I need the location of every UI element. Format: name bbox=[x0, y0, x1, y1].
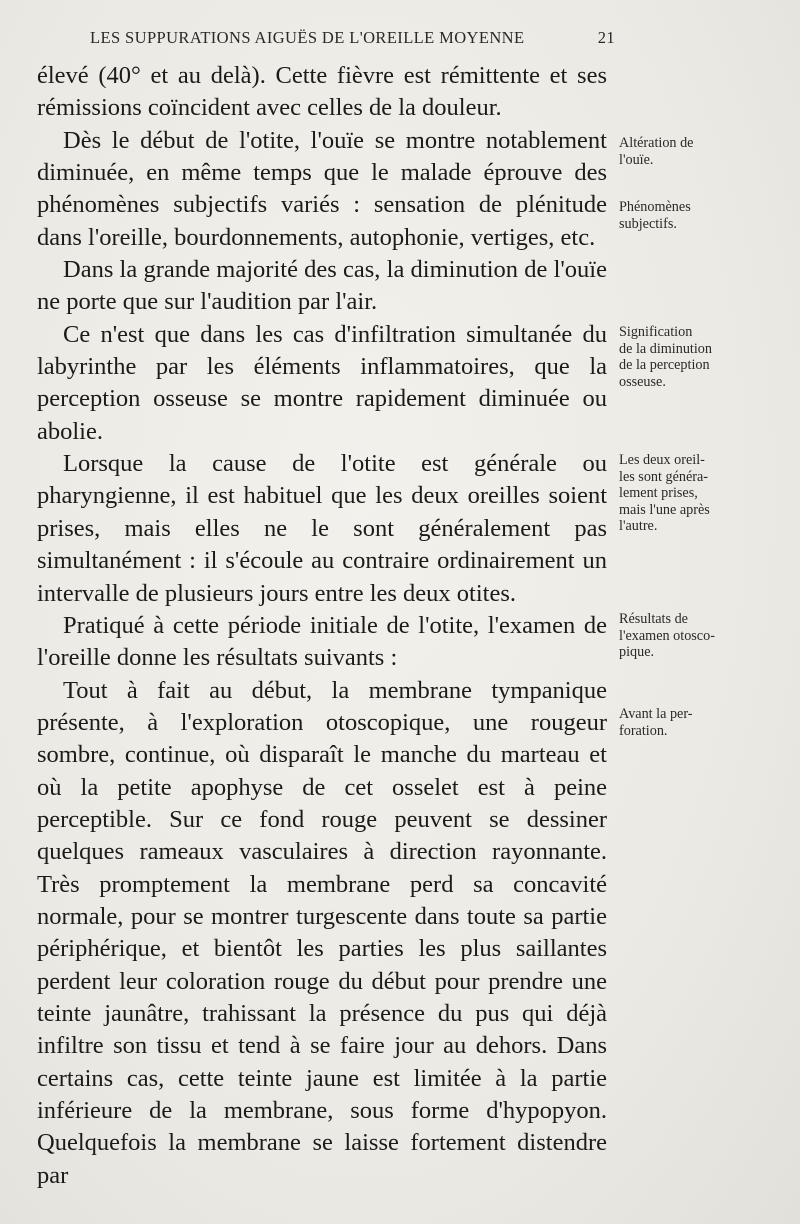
margin-note-line: Résultats de bbox=[619, 611, 688, 627]
margin-note-line: lement prises, bbox=[619, 485, 698, 501]
margin-note-line: mais l'une après bbox=[619, 501, 710, 518]
margin-note-line: Signification bbox=[619, 324, 693, 340]
margin-note-line: Avant la per- bbox=[619, 706, 693, 722]
margin-note-resultats bbox=[619, 611, 737, 661]
running-title: LES SUPPURATIONS AIGUËS DE L'OREILLE MOYENNE bbox=[90, 28, 525, 47]
margin-note-line: l'ouïe. bbox=[619, 151, 654, 168]
margin-note-line: Phénomènes bbox=[619, 199, 691, 215]
paragraph: élevé (40° et au delà). Cette fièvre est rémittente et ses rémissions coïncident avec celles de la douleur. bbox=[37, 62, 607, 122]
margin-note-phenomenes bbox=[619, 199, 737, 232]
margin-note-line: foration. bbox=[619, 722, 668, 739]
margin-note-line: osseuse. bbox=[619, 373, 666, 390]
margin-note-signification bbox=[619, 324, 737, 390]
paragraph: Ce n'est que dans les cas d'infiltration simultanée du labyrinthe par les éléments inflammatoires, que la perception osseuse se montre rapidement diminuée ou abolie. bbox=[37, 320, 607, 445]
margin-note-line: Altération de bbox=[619, 135, 694, 151]
margin-note-line: pique. bbox=[619, 644, 655, 660]
paragraph: Dès le début de l'otite, l'ouïe se montre notablement diminuée, en même temps que le malade éprouve des phénomènes subjectifs variés : sensation de plénitude dans l'oreille, bourdonnements, autophonie, vertiges, etc. bbox=[37, 126, 607, 251]
page-number: 21 bbox=[597, 28, 615, 47]
paragraph: Lorsque la cause de l'otite est générale ou pharyngienne, il est habituel que les deux oreilles soient prises, mais elles ne le sont généralement pas simultanément : il s'écoule au contraire ordinairement un intervalle de plusieurs jours entre les deux otites. bbox=[37, 450, 607, 607]
body-text bbox=[37, 60, 607, 1192]
margin-note-line: Les deux oreil- bbox=[619, 452, 705, 468]
margin-note-line: de la diminution bbox=[619, 340, 712, 357]
margin-note-deux-oreilles bbox=[619, 452, 737, 535]
paragraph: Pratiqué à cette période initiale de l'otite, l'examen de l'oreille donne les résultats suivants : bbox=[37, 611, 607, 672]
margin-note-line: les sont généra- bbox=[619, 468, 709, 485]
margin-note-line: subjectifs. bbox=[619, 215, 677, 232]
margin-note-line: l'examen otosco- bbox=[619, 627, 715, 644]
paragraph: Tout à fait au début, la membrane tympanique présente, à l'exploration otoscopique, une rougeur sombre, continue, où disparaît le manche du marteau et où la petite apophyse de cet osselet est à peine perceptible. Sur ce fond rouge peuvent se dessiner quelques rameaux vasculaires à direction rayonnante. Très promptement la membrane perd sa concavité normale, pour se montrer turgescente dans toute sa partie périphérique, et bientôt les parties les plus saillantes perdent leur coloration rouge du début pour prendre une teinte jaunâtre, trahissant la présence du pus qui déjà infiltre son tissu et tend à se faire jour au dehors. Dans certains cas, cette teinte jaune est limitée à la partie inférieure de la membrane, sous forme d'hypopyon. Quelquefois la membrane se laisse fortement distendre par bbox=[37, 676, 607, 1189]
margin-note-line: de la perception bbox=[619, 357, 710, 373]
margin-note-avant-perforation bbox=[619, 706, 737, 739]
margin-note-alteration bbox=[619, 135, 737, 168]
margin-note-line: l'autre. bbox=[619, 518, 658, 534]
paragraph: Dans la grande majorité des cas, la diminution de l'ouïe ne porte que sur l'audition par l'air. bbox=[37, 256, 607, 316]
